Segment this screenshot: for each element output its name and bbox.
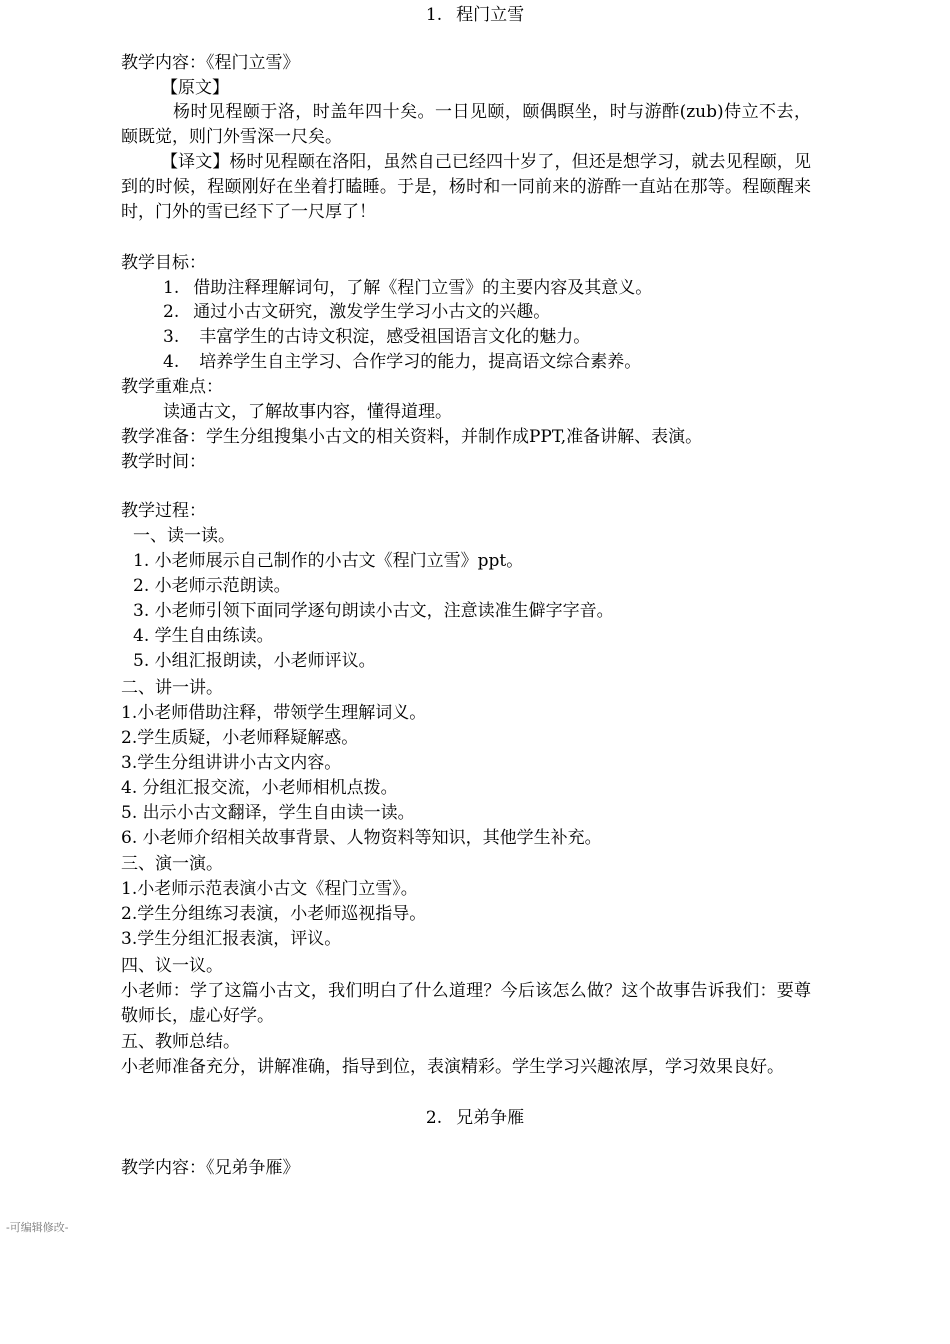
part4-text: 小老师：学了这篇小古文，我们明白了什么道理？今后该怎么做？这个故事告诉我们：要尊敬师长，虚心好学。 xyxy=(121,981,811,1026)
translation-text: 【译文】杨时见程颐在洛阳，虽然自己已经四十岁了，但还是想学习，就去见程颐，见到的时候，程颐刚好在坐着打瞌睡。于是，杨时和一同前来的游酢一直站在那等。程颐醒来时，门外的雪已经下了一尺厚了！ xyxy=(121,152,811,222)
section2-title-text: 兄弟争雁 xyxy=(456,1108,525,1128)
section2-title xyxy=(0,1106,950,1130)
part3-item: 3.学生分组汇报表演，评议。 xyxy=(121,929,342,949)
goal-number: 2. xyxy=(163,302,180,322)
part2-item: 4. 分组汇报交流，小老师相机点拨。 xyxy=(121,778,398,798)
goal-text: 丰富学生的古诗文积淀，感受祖国语言文化的魅力。 xyxy=(199,327,591,347)
part2-item: 5. 出示小古文翻译，学生自由读一读。 xyxy=(121,803,415,823)
original-text: 杨时见程颐于洛，时盖年四十矣。一日见颐，颐偶瞑坐，时与游酢(zub)侍立不去，颐既觉，则门外雪深一尺矣。 xyxy=(121,102,811,147)
part2-item: 6. 小老师介绍相关故事背景、人物资料等知识，其他学生补充。 xyxy=(121,828,602,848)
part1-item: 1. 小老师展示自己制作的小古文《程门立雪》ppt。 xyxy=(133,551,524,571)
section2-content-label: 教学内容：《兄弟争雁》 xyxy=(121,1158,300,1178)
part2-item: 3.学生分组讲讲小古文内容。 xyxy=(121,753,342,773)
key-points-text: 读通古文，了解故事内容，懂得道理。 xyxy=(163,402,452,422)
goal-text: 借助注释理解词句，了解《程门立雪》的主要内容及其意义。 xyxy=(193,278,653,298)
goals-label: 教学目标： xyxy=(121,253,206,273)
original-heading: 【原文】 xyxy=(161,78,229,98)
goal-number: 4. xyxy=(163,352,180,372)
part5-heading: 五、教师总结。 xyxy=(121,1032,240,1052)
part1-item: 2. 小老师示范朗读。 xyxy=(133,576,291,596)
goal-item xyxy=(163,325,590,349)
part2-item: 2.学生质疑，小老师释疑解惑。 xyxy=(121,728,359,748)
time-label: 教学时间： xyxy=(121,452,206,472)
section1-content-label: 教学内容：《程门立雪》 xyxy=(121,53,300,73)
section1-title-text: 程门立雪 xyxy=(456,5,525,25)
part1-item: 4. 学生自由练读。 xyxy=(133,626,274,646)
part3-item: 2.学生分组练习表演，小老师巡视指导。 xyxy=(121,904,427,924)
preparation-text: 教学准备：学生分组搜集小古文的相关资料，并制作成PPT,准备讲解、表演。 xyxy=(121,427,703,447)
goal-item xyxy=(163,350,641,374)
goal-item xyxy=(163,276,652,300)
part2-heading: 二、讲一讲。 xyxy=(121,678,223,698)
section2-title-number: 2. xyxy=(425,1108,443,1128)
goal-text: 培养学生自主学习、合作学习的能力，提高语文综合素养。 xyxy=(199,352,642,372)
part1-heading: 一、读一读。 xyxy=(133,526,235,546)
part1-item: 5. 小组汇报朗读，小老师评议。 xyxy=(133,651,376,671)
goal-number: 3. xyxy=(163,327,180,347)
part4-heading: 四、议一议。 xyxy=(121,956,223,976)
goal-number: 1. xyxy=(163,278,180,298)
goal-item xyxy=(163,300,550,324)
section1-title xyxy=(0,3,950,27)
part5-text: 小老师准备充分，讲解准确，指导到位，表演精彩。学生学习兴趣浓厚，学习效果良好。 xyxy=(121,1057,784,1077)
part1-item: 3. 小老师引领下面同学逐句朗读小古文，注意读准生僻字字音。 xyxy=(133,601,614,621)
part3-heading: 三、演一演。 xyxy=(121,854,223,874)
key-points-label: 教学重难点： xyxy=(121,377,223,397)
section1-title-number: 1. xyxy=(425,5,443,25)
footer-note: -可编辑修改- xyxy=(6,1221,69,1234)
part2-item: 1.小老师借助注释，带领学生理解词义。 xyxy=(121,703,427,723)
process-label: 教学过程： xyxy=(121,501,206,521)
part3-item: 1.小老师示范表演小古文《程门立雪》。 xyxy=(121,879,418,899)
goal-text: 通过小古文研究，激发学生学习小古文的兴趣。 xyxy=(193,302,551,322)
